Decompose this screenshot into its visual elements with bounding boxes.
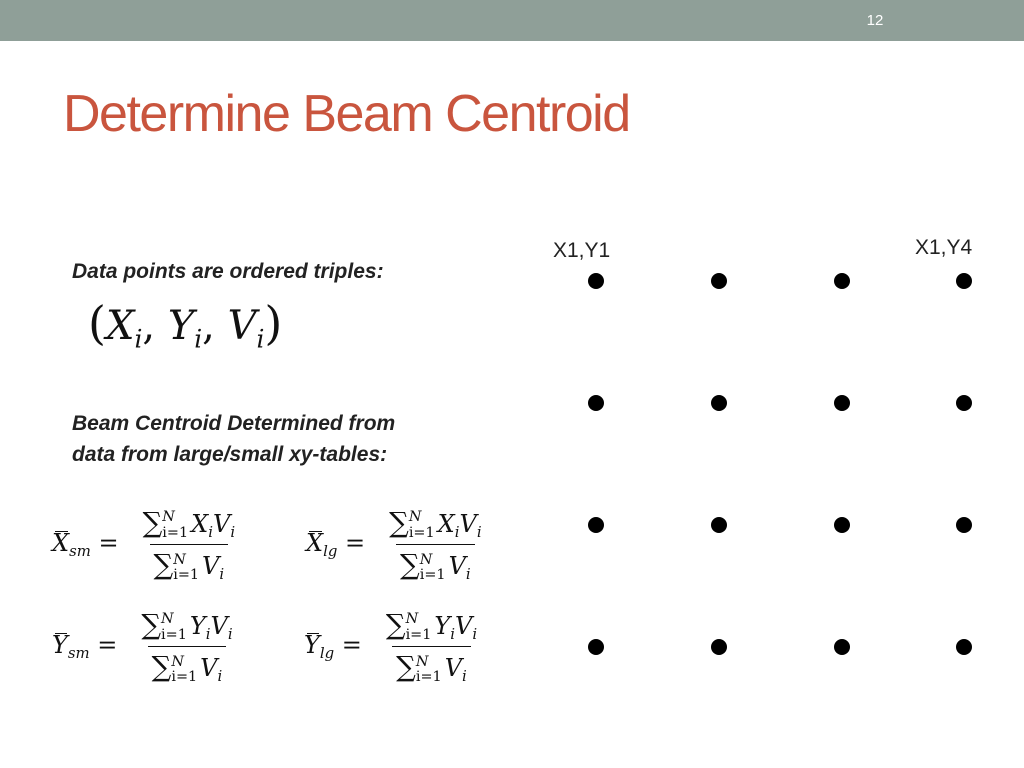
den-v-sub: i bbox=[217, 667, 223, 686]
grid-dot bbox=[834, 639, 850, 655]
sum-upper: N bbox=[415, 653, 429, 670]
grid-dot bbox=[956, 395, 972, 411]
triple-y-sub: i bbox=[194, 324, 203, 354]
formula-y-sm: $Y_{sm}$ = ∑ N i=1 $Y_iV_i$ ∑ N i=1 $V_i$ bbox=[52, 608, 233, 686]
sum-lower: i=1 bbox=[162, 524, 189, 541]
sum-lower: i=1 bbox=[171, 668, 198, 685]
x-bar-letter: X bbox=[52, 529, 70, 558]
grid-dot bbox=[711, 639, 727, 655]
slide-title: Determine Beam Centroid bbox=[63, 85, 630, 143]
sum-upper: N bbox=[161, 611, 174, 628]
formula-x-sm: $X_{sm}$ = ∑ N i=1 $X_iV_i$ ∑ N i=1 $V_i$ bbox=[52, 506, 236, 584]
num-y-sub: i bbox=[450, 625, 456, 644]
num-y-sub: i bbox=[205, 625, 211, 644]
sum-lower: i=1 bbox=[419, 566, 446, 583]
sum-upper: N bbox=[173, 551, 186, 568]
grid-dot bbox=[588, 639, 604, 655]
sum-upper: N bbox=[171, 653, 184, 670]
y-sm-sub: sm bbox=[67, 644, 90, 663]
formula-x-lg: $X_{lg}$ = ∑ N i=1 $X_iV_i$ ∑ N i=1 $V_i$ bbox=[306, 506, 482, 584]
centroid-text-line1: Beam Centroid Determined from bbox=[72, 412, 396, 435]
num-v: V bbox=[212, 510, 231, 538]
num-v-sub: i bbox=[227, 625, 233, 644]
den-v: V bbox=[200, 654, 218, 683]
den-v: V bbox=[448, 552, 466, 581]
sum-lower: i=1 bbox=[161, 626, 187, 643]
x-lg-sub: lg bbox=[323, 542, 338, 561]
num-v-sub: i bbox=[230, 523, 236, 542]
den-v-sub: i bbox=[462, 667, 467, 686]
centroid-text-line2: data from large/small xy-tables: bbox=[72, 443, 388, 466]
grid-dot bbox=[834, 273, 850, 289]
den-v: V bbox=[444, 654, 463, 683]
num-v-sub: i bbox=[476, 523, 482, 542]
den-v-sub: i bbox=[219, 565, 225, 584]
den-v: V bbox=[202, 552, 220, 581]
sum-upper: N bbox=[405, 611, 419, 628]
triple-v: V bbox=[227, 303, 257, 349]
page-number: 12 bbox=[866, 12, 884, 29]
sum-lower: i=1 bbox=[173, 566, 200, 583]
formula-y-lg: $Y_{lg}$ = ∑ N i=1 $Y_iV_i$ ∑ N i=1 $V_i$ bbox=[304, 608, 478, 686]
grid-dot bbox=[711, 273, 727, 289]
sum-upper: N bbox=[162, 509, 175, 526]
num-v: V bbox=[455, 612, 473, 640]
num-x-sub: i bbox=[208, 523, 213, 542]
num-v: V bbox=[210, 612, 228, 640]
grid-dot bbox=[711, 395, 727, 411]
centroid-text bbox=[72, 408, 395, 470]
num-v: V bbox=[459, 510, 477, 538]
y-bar-letter: Y bbox=[304, 631, 320, 660]
ordered-triple-formula: ($X_i$, $Y_i$, $V_i$) bbox=[88, 296, 283, 354]
num-y: Y bbox=[434, 612, 451, 640]
grid-dot bbox=[956, 273, 972, 289]
sum-lower: i=1 bbox=[408, 524, 435, 541]
top-bar bbox=[0, 0, 1024, 41]
sum-lower: i=1 bbox=[405, 626, 432, 643]
triple-x: X bbox=[105, 303, 135, 349]
num-x: X bbox=[437, 510, 455, 538]
grid-dot bbox=[834, 517, 850, 533]
y-lg-sub: lg bbox=[319, 644, 335, 663]
grid-dot bbox=[956, 517, 972, 533]
grid-dot bbox=[711, 517, 727, 533]
triple-y: Y bbox=[167, 303, 195, 349]
grid-dot bbox=[956, 639, 972, 655]
sum-upper: N bbox=[408, 509, 422, 526]
grid-label-top-right: X1,Y4 bbox=[915, 236, 973, 259]
triples-text: Data points are ordered triples: bbox=[72, 260, 384, 283]
num-v-sub: i bbox=[472, 625, 478, 644]
y-bar-letter: Y bbox=[52, 631, 68, 660]
num-y: Y bbox=[189, 612, 206, 640]
sum-lower: i=1 bbox=[415, 668, 442, 685]
grid-dot bbox=[588, 273, 604, 289]
triple-x-sub: i bbox=[134, 324, 143, 354]
num-x: X bbox=[191, 510, 209, 538]
grid-dot bbox=[834, 395, 850, 411]
grid-dot bbox=[588, 395, 604, 411]
grid-label-top-left: X1,Y1 bbox=[553, 239, 611, 262]
x-sm-sub: sm bbox=[69, 542, 91, 561]
x-bar-letter: X bbox=[306, 529, 324, 558]
den-v-sub: i bbox=[465, 565, 471, 584]
grid-dot bbox=[588, 517, 604, 533]
num-x-sub: i bbox=[454, 523, 460, 542]
sum-upper: N bbox=[419, 551, 433, 568]
triple-v-sub: i bbox=[256, 324, 265, 354]
